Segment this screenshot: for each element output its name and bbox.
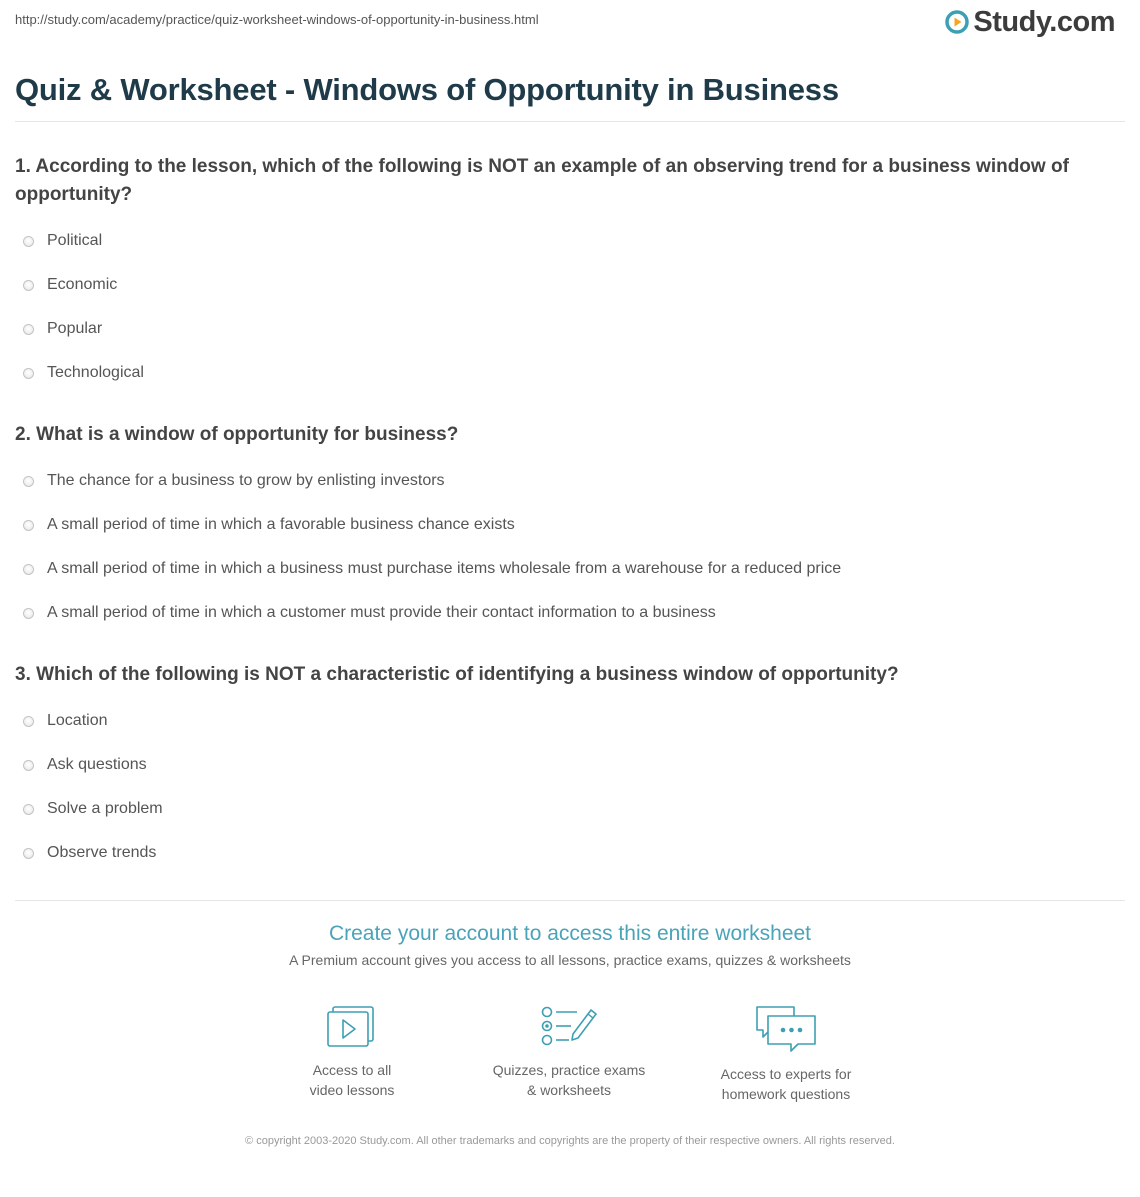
question-2	[15, 421, 1128, 635]
video-lessons-icon	[325, 1004, 379, 1050]
copyright-text: © copyright 2003-2020 Study.com. All other trademarks and copyrights are the property of their respective owners. All rights reserved.	[245, 1135, 895, 1147]
answer-option[interactable]	[15, 591, 1128, 635]
answer-option[interactable]	[15, 547, 1128, 591]
answer-label: Popular	[47, 320, 103, 337]
radio-button[interactable]	[23, 368, 34, 379]
quiz-checklist-icon	[539, 1004, 599, 1050]
play-circle-icon	[945, 10, 969, 34]
section-divider	[15, 900, 1125, 901]
answer-label: Location	[47, 712, 108, 729]
radio-button[interactable]	[23, 804, 34, 815]
answer-list	[15, 699, 1128, 875]
question-text: 1. According to the lesson, which of the following is NOT an example of an observing trend for a business window of opportunity?	[15, 156, 1069, 205]
promo-subtitle: A Premium account gives you access to all lessons, practice exams, quizzes & worksheets	[289, 952, 851, 968]
answer-label: Economic	[47, 276, 118, 293]
radio-button[interactable]	[23, 564, 34, 575]
answer-label: Ask questions	[47, 756, 147, 773]
answer-option[interactable]	[15, 351, 1128, 395]
question-1	[15, 153, 1128, 395]
top-bar	[15, 0, 1125, 40]
answer-option[interactable]	[15, 459, 1128, 503]
study-logo[interactable]	[945, 6, 1115, 38]
radio-button[interactable]	[23, 760, 34, 771]
feature-label: Quizzes, practice exams & worksheets	[492, 1062, 646, 1098]
chat-bubbles-icon	[754, 1004, 818, 1054]
radio-button[interactable]	[23, 476, 34, 487]
radio-button[interactable]	[23, 848, 34, 859]
answer-option[interactable]	[15, 219, 1128, 263]
answer-list	[15, 219, 1128, 395]
question-3	[15, 661, 1128, 875]
answer-label: A small period of time in which a business must purchase items wholesale from a warehouse for a reduced price	[47, 560, 842, 577]
feature-quizzes	[469, 1004, 669, 1100]
page-url[interactable]: http://study.com/academy/practice/quiz-worksheet-windows-of-opportunity-in-business.html	[15, 12, 539, 27]
answer-label: Observe trends	[47, 844, 157, 861]
logo-text: Study.com	[973, 6, 1115, 38]
answer-label: Solve a problem	[47, 800, 163, 817]
answer-label: A small period of time in which a customer must provide their contact information to a business	[47, 604, 716, 621]
feature-video-lessons	[252, 1004, 452, 1100]
answer-option[interactable]	[15, 743, 1128, 787]
feature-label: Access to all video lessons	[309, 1062, 395, 1098]
answer-option[interactable]	[15, 787, 1128, 831]
answer-option[interactable]	[15, 307, 1128, 351]
answer-option[interactable]	[15, 503, 1128, 547]
title-divider	[15, 121, 1125, 122]
radio-button[interactable]	[23, 608, 34, 619]
answer-label: The chance for a business to grow by enlisting investors	[47, 472, 445, 489]
radio-button[interactable]	[23, 324, 34, 335]
answer-option[interactable]	[15, 699, 1128, 743]
feature-label: Access to experts for homework questions	[720, 1066, 852, 1102]
radio-button[interactable]	[23, 280, 34, 291]
answer-label: Political	[47, 232, 103, 249]
radio-button[interactable]	[23, 520, 34, 531]
feature-list	[0, 1004, 1140, 1114]
answer-option[interactable]	[15, 263, 1128, 307]
feature-experts	[686, 1004, 886, 1104]
answer-list	[15, 459, 1128, 635]
answer-label: Technological	[47, 364, 144, 381]
page-title: Quiz & Worksheet - Windows of Opportunity in Business	[15, 72, 839, 107]
radio-button[interactable]	[23, 716, 34, 727]
radio-button[interactable]	[23, 236, 34, 247]
answer-label: A small period of time in which a favorable business chance exists	[47, 516, 515, 533]
answer-option[interactable]	[15, 831, 1128, 875]
promo-title-link[interactable]: Create your account to access this entire worksheet	[328, 922, 812, 945]
question-text: 3. Which of the following is NOT a characteristic of identifying a business window of opportunity?	[15, 664, 899, 685]
signup-promo	[0, 922, 1140, 968]
question-text: 2. What is a window of opportunity for business?	[15, 424, 459, 445]
